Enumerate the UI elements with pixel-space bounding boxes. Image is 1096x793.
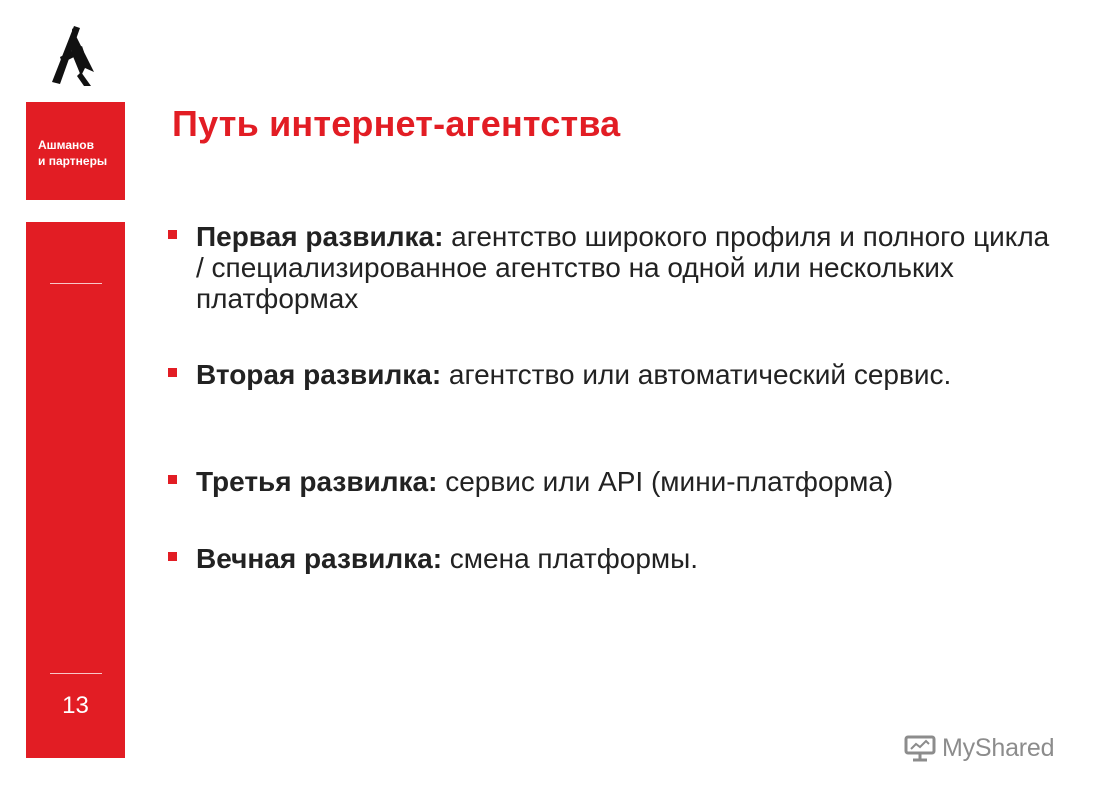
bullet-label-1: Первая развилка: — [196, 221, 444, 252]
bullet-text-1 — [196, 221, 1056, 314]
bullet-square-icon — [168, 368, 177, 377]
logo-icon — [50, 22, 98, 88]
bullet-label-3: Третья развилка: — [196, 466, 438, 497]
watermark-text: MyShared — [942, 734, 1055, 762]
bullet-text-2 — [196, 359, 1056, 390]
side-divider-top — [50, 283, 102, 284]
bullet-square-icon — [168, 475, 177, 484]
brand-logo-box — [26, 102, 125, 200]
bullet-body-2: агентство или автоматический сервис. — [441, 359, 952, 390]
bullet-body-4: смена платформы. — [442, 543, 699, 574]
presentation-icon — [904, 734, 936, 762]
bullet-square-icon — [168, 552, 177, 561]
brand-name: Ашманов и партнеры — [38, 138, 108, 168]
bullet-square-icon — [168, 230, 177, 239]
side-bar — [26, 222, 125, 758]
bullet-body-1: агентство широкого профиля и полного цикла / специализированное агентство на одной или нескольких платформах — [196, 221, 1050, 314]
bullet-text-3 — [196, 466, 1056, 497]
page-number: 13 — [62, 692, 89, 719]
bullet-label-4: Вечная развилка: — [196, 543, 443, 574]
myshared-watermark — [904, 732, 1064, 764]
side-divider-bottom — [50, 673, 102, 674]
bullet-body-3: сервис или API (мини-платформа) — [437, 466, 894, 497]
bullet-label-2: Вторая развилка: — [196, 359, 442, 390]
slide-title: Путь интернет-агентства — [172, 103, 621, 144]
bullet-text-4 — [196, 543, 1056, 574]
